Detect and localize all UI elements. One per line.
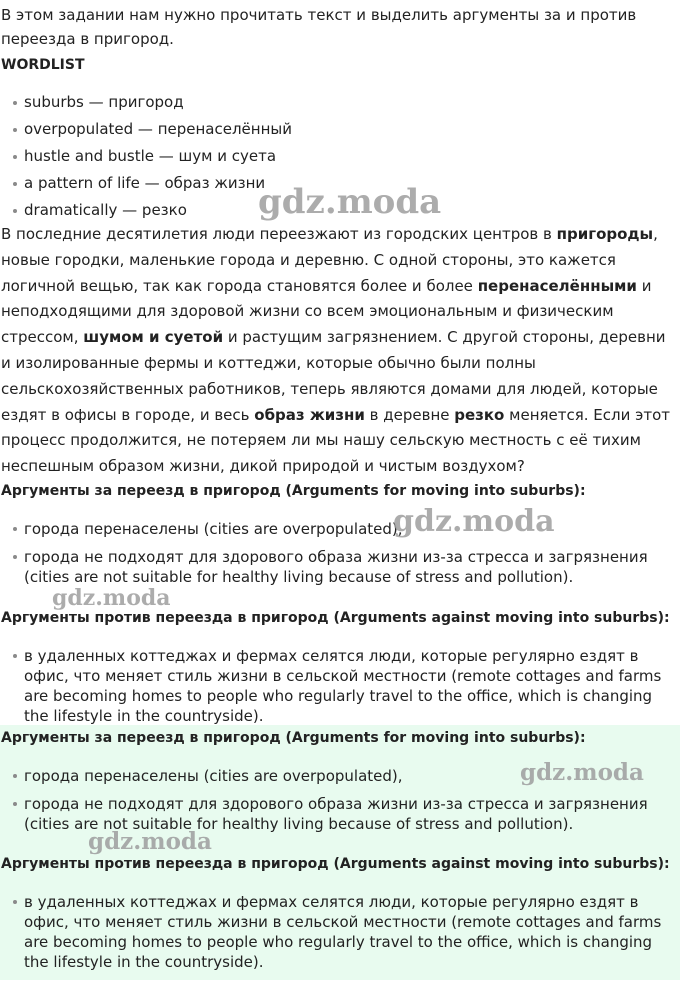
argument-item: города не подходят для здорового образа жизни из-за стресса и загрязнения (cities are not suitable for healthy living because of stress and pollution). bbox=[0, 547, 680, 587]
passage-keyword: образ жизни bbox=[254, 405, 365, 424]
passage-keyword: шумом и суетой bbox=[83, 328, 224, 347]
watermark: gdz.moda bbox=[520, 759, 644, 786]
arguments-for-list bbox=[0, 519, 680, 587]
argument-item: города не подходят для здорового образа жизни из-за стресса и загрязнения (cities are not suitable for healthy living because of stress and pollution). bbox=[0, 794, 680, 834]
argument-item: города перенаселены (cities are overpopulated), bbox=[0, 766, 680, 786]
wordlist-item: suburbs — пригород bbox=[0, 90, 680, 117]
wordlist-item: dramatically — резко bbox=[0, 198, 680, 225]
arguments-for-heading: Аргументы за переезд в пригород (Arguments for moving into suburbs): bbox=[1, 730, 586, 746]
argument-item: в удаленных коттеджах и фермах селятся люди, которые регулярно ездят в офис, что меняет стиль жизни в сельской местности (remote cottages and farms are becoming homes to people who regularly travel to the office, which is changing the lifestyle in the countryside). bbox=[0, 646, 680, 726]
intro-text: В этом задании нам нужно прочитать текст и выделить аргументы за и против переезда в пригород. bbox=[1, 6, 637, 48]
passage-text: меняется. Если этот процесс продолжится, не потеряем ли мы нашу сельскую местность с её тихим неспешным образом жизни, дикой природой и чистым воздухом? bbox=[1, 405, 671, 476]
wordlist-title: WORDLIST bbox=[1, 57, 85, 73]
passage-keyword: резко bbox=[454, 405, 505, 424]
passage-keyword: пригороды bbox=[556, 225, 654, 243]
arguments-against-heading: Аргументы против переезда в пригород (Arguments against moving into suburbs): bbox=[1, 856, 670, 872]
watermark: gdz.moda bbox=[52, 585, 171, 611]
argument-item: города перенаселены (cities are overpopulated), bbox=[0, 519, 680, 539]
passage-text: и растущим загрязнением. С другой стороны, деревни и изолированные фермы и коттеджи, которые обычно были полны сельскохозяйственных работников, теперь являются домами для людей, которые ездят в офисы в городе, и весь bbox=[1, 328, 666, 424]
arguments-against-list bbox=[0, 646, 680, 726]
watermark: gdz.moda bbox=[88, 828, 212, 855]
passage-text: в деревне bbox=[364, 405, 455, 424]
passage-keyword: перенаселёнными bbox=[477, 276, 637, 295]
watermark: gdz.moda bbox=[258, 182, 442, 222]
passage-text: В последние десятилетия люди переезжают из городских центров в bbox=[1, 225, 557, 243]
passage-text: , новые городки, маленькие города и деревню. С одной стороны, это кажется логичной вещью, так как города становятся более и более bbox=[1, 225, 658, 295]
arguments-for-heading: Аргументы за переезд в пригород (Arguments for moving into suburbs): bbox=[1, 483, 586, 499]
watermark: gdz.moda bbox=[393, 504, 555, 539]
passage bbox=[1, 222, 673, 480]
arguments-against-heading: Аргументы против переезда в пригород (Arguments against moving into suburbs): bbox=[1, 610, 670, 626]
arguments-against-list bbox=[0, 892, 680, 972]
argument-item: в удаленных коттеджах и фермах селятся люди, которые регулярно ездят в офис, что меняет стиль жизни в сельской местности (remote cottages and farms are becoming homes to people who regularly travel to the office, which is changing the lifestyle in the countryside). bbox=[0, 892, 680, 972]
wordlist-item: hustle and bustle — шум и суета bbox=[0, 144, 680, 171]
passage-text: и неподходящими для здоровой жизни со всем эмоциональным и физическим стрессом, bbox=[1, 276, 652, 347]
wordlist-item: overpopulated — перенаселённый bbox=[0, 117, 680, 144]
wordlist-item: a pattern of life — образ жизни bbox=[0, 171, 680, 198]
